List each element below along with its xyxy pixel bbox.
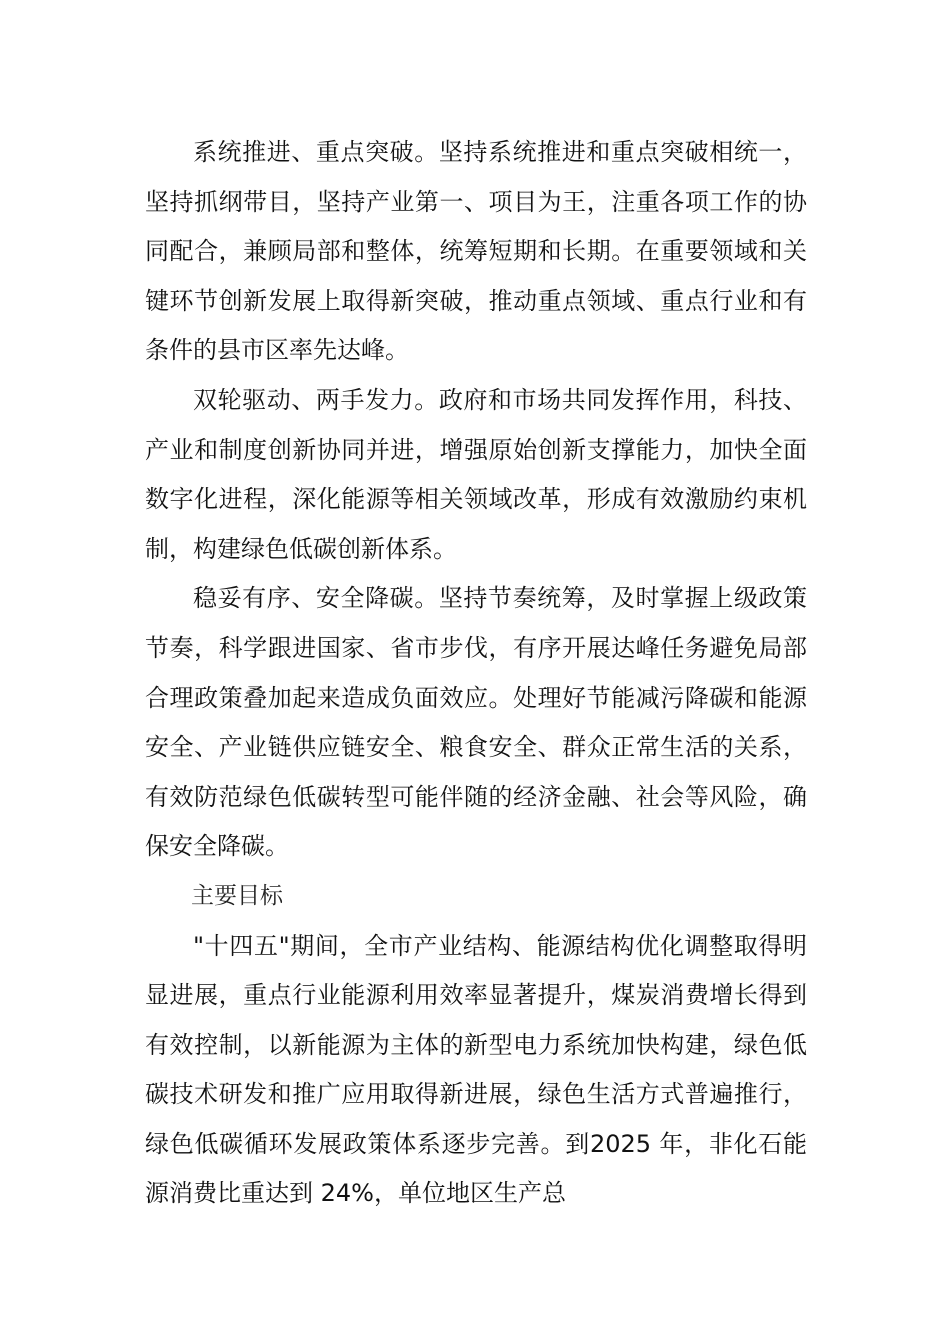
principle-paragraph-dual-drive: 双轮驱动、两手发力。政府和市场共同发挥作用，科技、产业和制度创新协同并进，增强原始创新支撑能力，加快全面数字化进程，深化能源等相关领域改革，形成有效激励约束机制，构建绿色低碳创新体系。: [145, 385, 807, 563]
principle-paragraph-systematic: 系统推进、重点突破。坚持系统推进和重点突破相统一，坚持抓纲带目，坚持产业第一、项目为王，注重各项工作的协同配合，兼顾局部和整体，统筹短期和长期。在重要领域和关键环节创新发展上取得新突破，推动重点领域、重点行业和有条件的县市区率先达峰。: [145, 138, 807, 365]
target-paragraph: "十四五"期间，全市产业结构、能源结构优化调整取得明显进展，重点行业能源利用效率显著提升，煤炭消费增长得到有效控制，以新能源为主体的新型电力系统加快构建，绿色低碳技术研发和推广应用取得新进展，绿色生活方式普遍推行，绿色低碳循环发展政策体系逐步完善。到2025 年，非化石能源消费比重达到 24%，单位地区生产总: [145, 931, 807, 1208]
document-body: [145, 128, 807, 1219]
section-heading: 主要目标: [191, 882, 283, 909]
principle-paragraph-safe-carbon: 稳妥有序、安全降碳。坚持节奏统筹，及时掌握上级政策节奏，科学跟进国家、省市步伐，有序开展达峰任务避免局部合理政策叠加起来造成负面效应。处理好节能减污降碳和能源安全、产业链供应链安全、粮食安全、群众正常生活的关系，有效防范绿色低碳转型可能伴随的经济金融、社会等风险，确保安全降碳。: [145, 584, 807, 861]
